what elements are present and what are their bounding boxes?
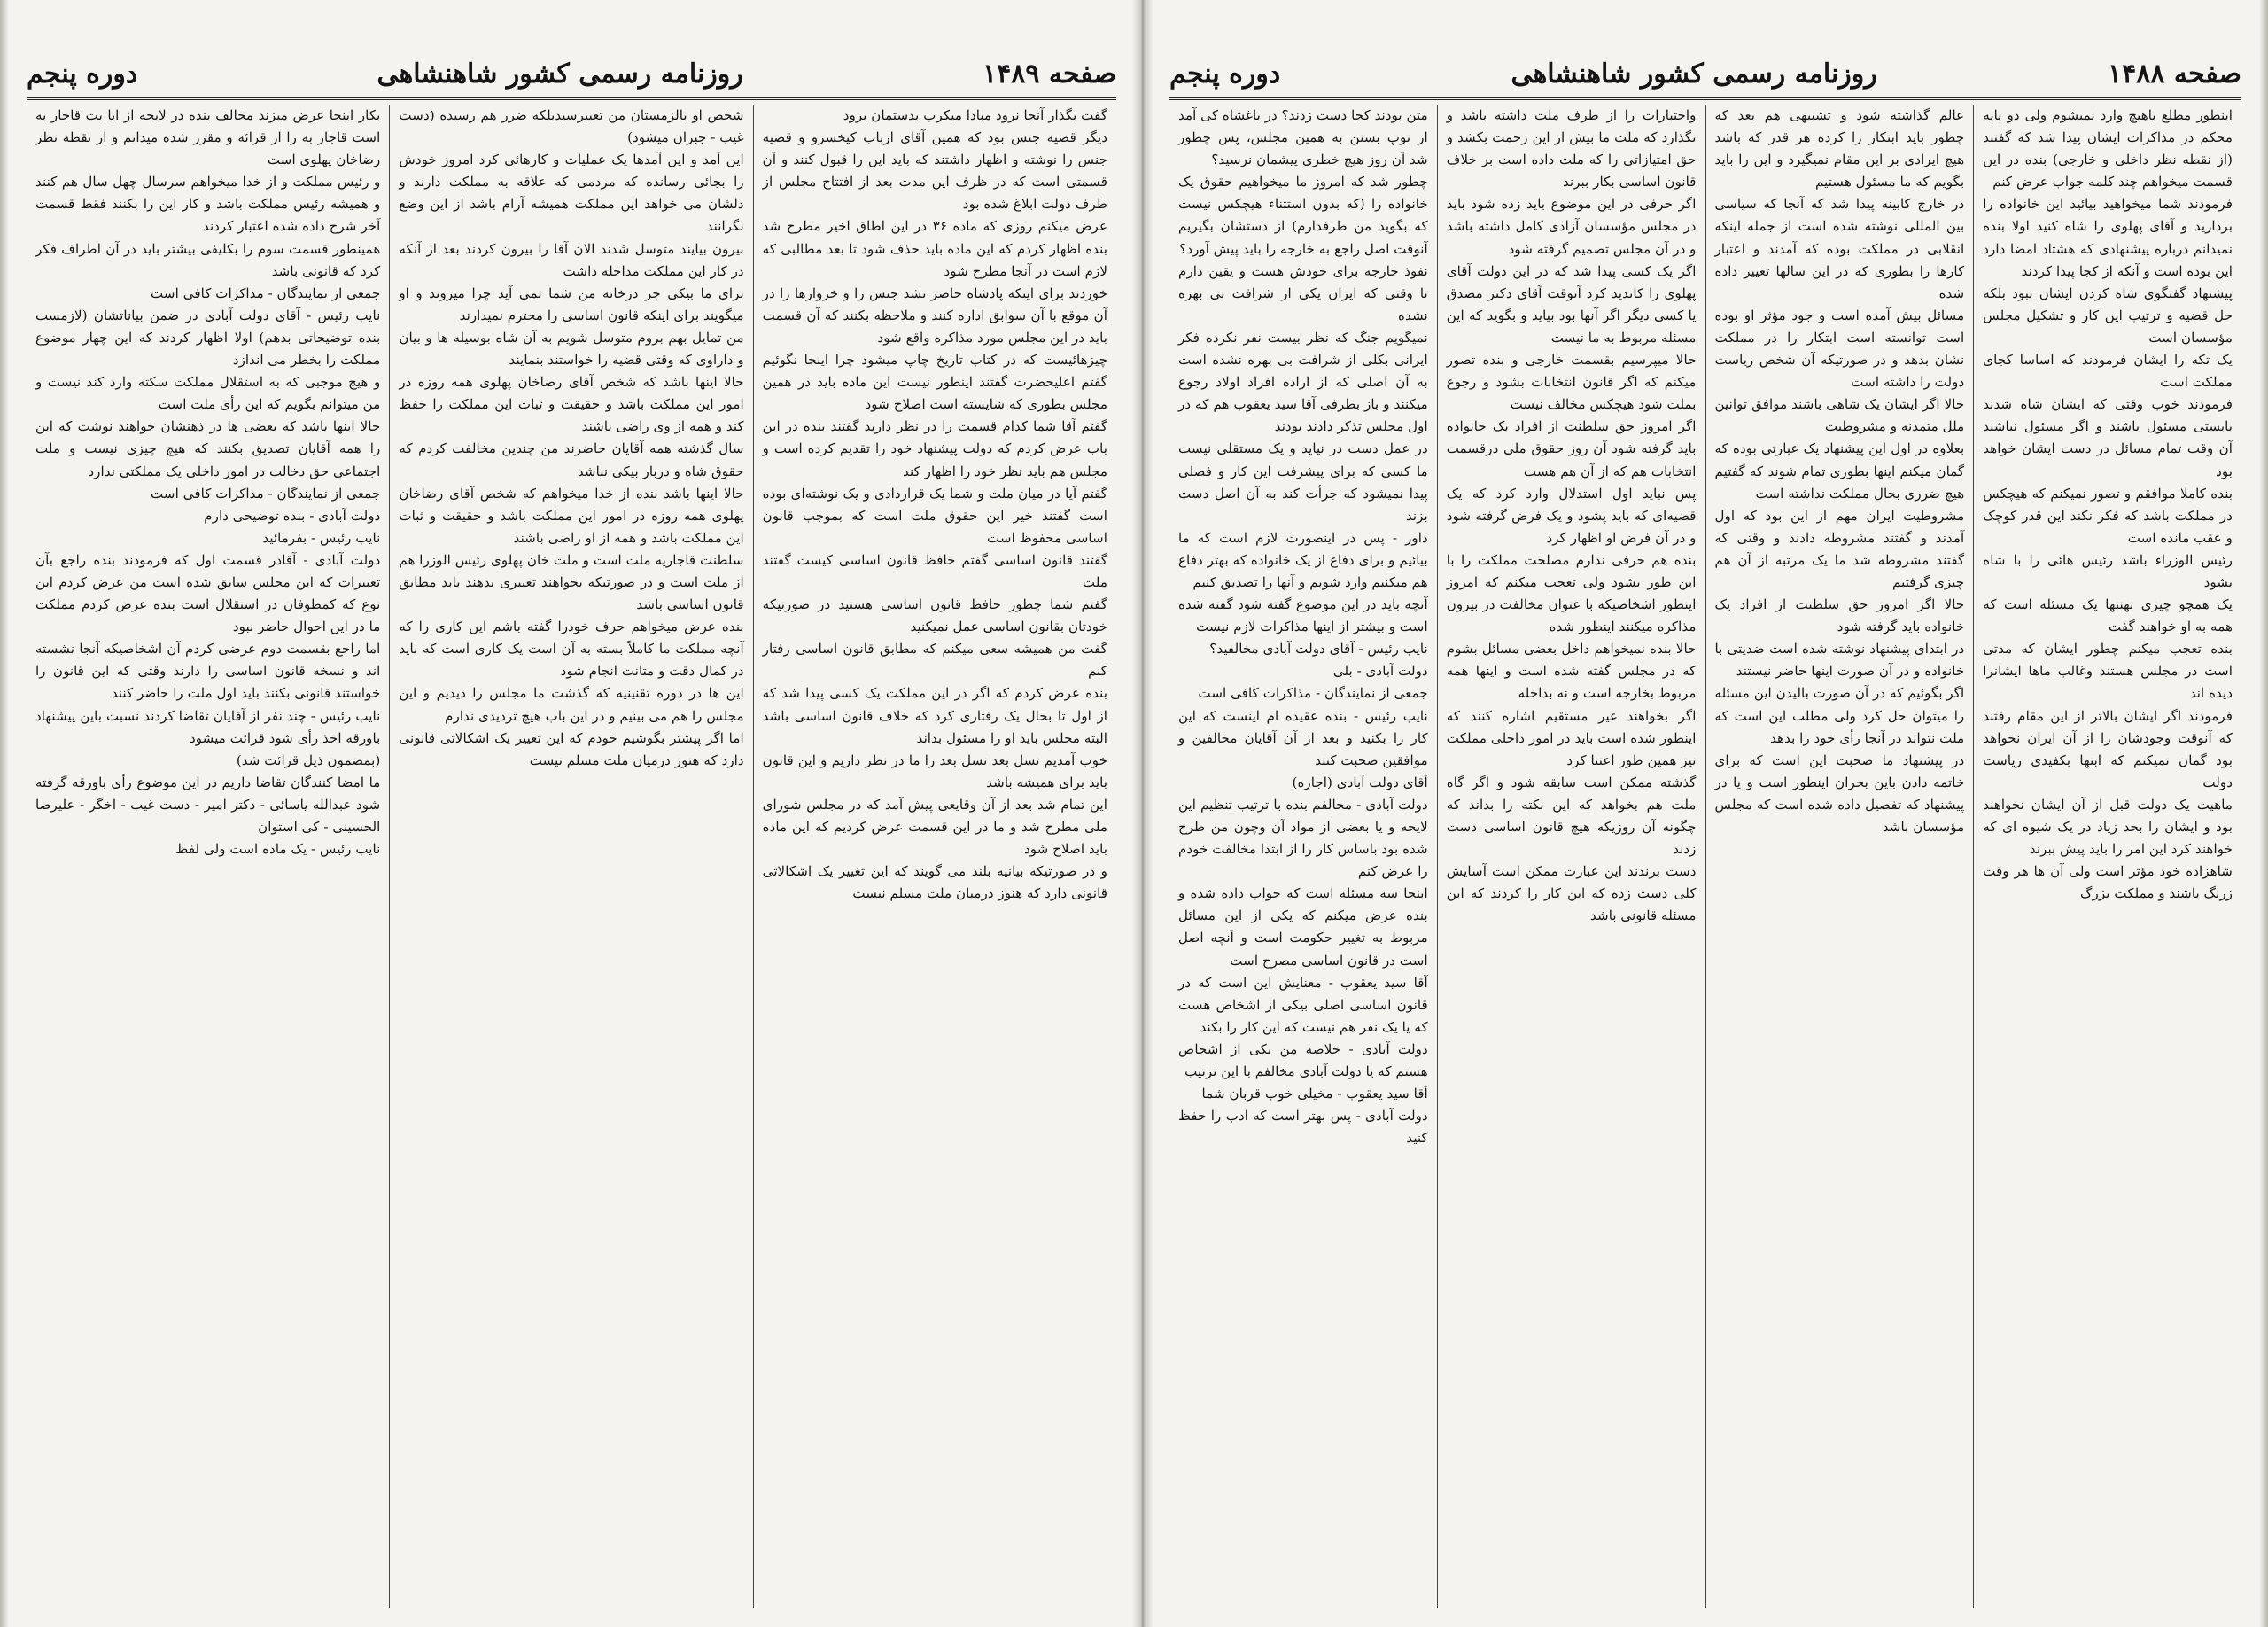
left-page-title: روزنامه رسمی کشور شاهنشاهی xyxy=(377,58,743,90)
right-page-edge xyxy=(2259,0,2268,1627)
left-page-edition: دوره پنجم xyxy=(27,58,138,90)
right-page xyxy=(1143,0,2268,1627)
left-page-columns xyxy=(27,105,1116,1608)
right-column-4: اینطور مطلع باهیچ وارد نمیشوم ولی دو پایه محکم در مذاکرات ایشان پیدا شد که گفتند (از نقطه نظر داخلی و خارجی) بنده در این قسمت میخواهم چند کلمه جواب عرض کنم فرمودند شما میخواهید بیائید این خانواده را بردارید و آقای پهلوی را شاه کنید اولا بنده نمیدانم درباره پیشنهادی که هشتاد امضا دارد این بوده است و آنکه از کجا پیدا کردند پیشنهاد گفتگوی شاه کردن ایشان نبود بلکه حل قضیه و ترتیب این کار و تشکیل مجلس مؤسسان است یک تکه را ایشان فرمودند که اساسا کجای مملکت است فرمودند خوب وقتی که ایشان شاه شدند بایستی مسئول باشند و اگر مسئول نباشند آن وقت تمام مسائل در دست ایشان خواهد بود بنده کاملا موافقم و تصور نمیکنم که هیچکس در مملکت باشد که فکر نکند این قدر کوچک و عقب مانده است رئیس الوزراء باشد رئیس هائی را با شاه بشود یک همچو چیزی نهتنها یک مسئله است که همه به او خواهند گفت بنده تعجب میکنم چطور ایشان که مدتی است در مجلس هستند وغالب ماها ایشانرا دیده اند فرمودند اگر ایشان بالاتر از این مقام رفتند که آنوقت وجودشان را از آن ایران نخواهد بود گمان نمیکنم که ابنها بکفیدی ریاست دولت ماهیت یک دولت قبل از آن ایشان نخواهند بود و ایشان را بحد زیاد در یک شیوه ای که خواهند کرد این امر را باید پیش ببرند شاهزاده خود مؤثر است ولی آن ها هر وقت زرنگ باشند و مملکت بزرگ xyxy=(1973,105,2241,1608)
right-column-3: عالم گذاشته شود و تشبیهی هم بعد که چطور باید ابتکار را کرده هر قدر که باشد هیچ ایرادی بر این مقام نمیگیرد و این را باید بگویم که ما مسئول هستیم در خارج کابینه پیدا شد که آنجا که سیاسی بین المللی نوشته شده است از جمله اینکه انقلابی در مملکت بوده که آمدند و اعتبار کارها را بطوری که در این سالها تغییر داده شده مسائل بیش آمده است و جود مؤثر او بوده است توانسته است ابتکار را در مملکت نشان بدهد و در صورتیکه آن شخص ریاست دولت را داشته است حالا اگر ایشان یک شاهی باشند موافق توانین ملل متمدنه و مشروطیت بعلاوه در اول این پیشنهاد یک عبارتی بوده که گمان میکنم اینها بطوری تمام شوند که گفتیم هیچ ضرری بحال مملکت نداشته است مشروطیت ایران مهم از این بود که اول آمدند و گفتند مشروطه دادند و وقتی که گفتند مشروطه شد ما یک مرتبه از آن هم چیزی گرفتیم حالا اگر امروز حق سلطنت از افراد یک خانواده باید گرفته شود در ابتدای پیشنهاد نوشته شده است ضدیتی با خانواده و در آن صورت اینها حاضر نیستند اگر بگوئیم که در آن صورت بالیدن این مسئله را میتوان حل کرد ولی مطلب این است که ملت نتواند در آنجا رأی خود را بدهد در پیشنهاد ما صحبت این است که برای خاتمه دادن باین بحران اینطور است و یا در پیشنهاد که تفصیل داده شده است که مجلس مؤسسان باشد xyxy=(1705,105,1974,1608)
right-column-1: متن بودند کجا دست زدند؟ در باغشاه کی آمد از توپ بستن به همین مجلس، پس چطور شد آن روز هیچ خطری پیشمان نرسید؟ چطور شد که امروز ما میخواهیم حقوق یک خانواده را (که بدون استثناء هیچکس نیست که بگوید من طرفدارم) از دستشان بگیریم آنوقت اصل راجع به خارجه را باید پیش آورد؟ نفوذ خارجه برای خودش هست و یقین دارم تا وقتی که ایران یکی از شرافت بی بهره نشده نمیگویم جنگ که نظر بیست نفر نکرده فکر ایرانی بکلی از شرافت بی بهره نشده است به آن اصلی که از اراده افراد اولاد رجوع میکنند و باز بطرفی آقا سید یعقوب هم که در اول مجلس تذکر دادند بودند در عمل دست در نیاید و یک مستقلی نیست ما کسی که برای پیشرفت این کار و فصلی پیدا نمیشود که جرأت کند به آن اصل دست بزند داور - پس در اینصورت لازم است که ما بیائیم و برای دفاع از یک خانواده که بهتر دفاع هم میکنیم وارد شویم و آنها را تصدیق کنیم آنچه باید در این موضوع گفته شود گفته شده است و بیشتر از اینها مذاکرات لازم نیست نایب رئیس - آقای دولت آبادی مخالفید؟ دولت آبادی - بلی جمعی از نمایندگان - مذاکرات کافی است نایب رئیس - بنده عقیده ام اینست که این کار را بکنید و بعد از آن آقایان مخالفین و موافقین صحبت کنند آقای دولت آبادی (اجازه) دولت آبادی - مخالفم بنده با ترتیب تنظیم این لایحه و یا بعضی از مواد آن وچون من طرح شده بود باساس کار را از ابتدا مخالفت خودم را عرض کنم اینجا سه مسئله است که جواب داده شده و بنده عرض میکنم که یکی از این مسائل مربوط به تغییر حکومت است و آنچه اصل است در قانون اساسی مصرح است آقا سید یعقوب - معنایش این است که در قانون اساسی اصلی بیکی از اشخاص هست که یا یک نفر هم نیست که این کار را بکند دولت آبادی - خلاصه من یکی از اشخاص هستم که یا دولت آبادی مخالفم با این ترتیب آقا سید یعقوب - مخیلی خوب قربان شما دولت آبادی - پس بهتر است که ادب را حفظ کنید xyxy=(1178,107,1428,1147)
right-page-columns xyxy=(1169,105,2241,1608)
left-column-1: گفت بگذار آنجا نرود مبادا میکرب بدستمان برود دیگر قضیه جنس بود که همین آقای ارباب کیخسرو و قضیه جنس را نوشته و اظهار داشتند که باید این را قبول کنند و آن قسمتی است که در ظرف این مدت بعد از افتتاح مجلس از طرف دولت ابلاغ شده بود عرض میکنم روزی که ماده ۳۶ در این اطاق اخیر مطرح شد بنده اظهار کردم که این ماده باید حذف شود تا بعد مطالبی که لازم است در آنجا مطرح شود خوردند برای اینکه پادشاه حاضر نشد جنس را و خروارها را در آن موقع با آن سوابق اداره کنند و ملاحظه بکنند که آن قسمت باید در این مجلس مورد مذاکره واقع شود چیزهائیست که در کتاب تاریخ چاپ میشود چرا اینجا نگوئیم گفتم اعلیحضرت گفتند اینطور نیست این ماده باید در همین مجلس بطوری که شایسته است اصلاح شود گفتم آقا شما کدام قسمت را در نظر دارید گفتند بنده در این باب عرض کردم که دولت پیشنهاد خود را تقدیم کرده است و مجلس هم باید نظر خود را اظهار کند گفتم آیا در میان ملت و شما یک قراردادی و یک نوشته‌ای بوده است گفتند خیر این حقوق ملت است که بموجب قانون اساسی محفوظ است گفتند قانون اساسی گفتم حافظ قانون اساسی کیست گفتند ملت گفتم شما چطور حافظ قانون اساسی هستید در صورتیکه خودتان بقانون اساسی عمل نمیکنید گفت من همیشه سعی میکنم که مطابق قانون اساسی رفتار کنم بنده عرض کردم که اگر در این مملکت یک کسی پیدا شد که از اول تا بحال یک رفتاری کرد که خلاف قانون اساسی باشد البته مجلس باید او را مسئول بداند خوب آمدیم نسل بعد نسل بعد را ما در نظر داریم و این قانون باید برای همیشه باشد این تمام شد بعد از آن وقایعی پیش آمد که در مجلس شورای ملی مطرح شد و ما در این قسمت عرض کردیم که این ماده باید اصلاح شود و در صورتیکه بیانیه بلند می گویند که این تغییر یک اشکالاتی قانونی دارد که هنوز درمیان ملت مسلم نیست xyxy=(753,105,1116,1608)
left-page-header xyxy=(27,50,1116,100)
right-column-2: واختیارات را از طرف ملت داشته باشد و نگذارد که ملت ما بیش از این زحمت بکشد و حق امتیازاتی را که ملت داده است بر خلاف قانون اساسی بکار ببرند اگر حرفی در این موضوع باید زده شود باید در مجلس مؤسسان آزادی کامل داشته باشد و در آن مجلس تصمیم گرفته شود اگر یک کسی پیدا شد که در این دولت آقای پهلوی را کاندید کرد آنوقت آقای دکتر مصدق یا کسی دیگر اگر آنها بود بیاید و بگوید که این مسئله مربوط به ما نیست حالا میپرسیم بقسمت خارجی و بنده تصور میکنم که اگر قانون انتخابات بشود و رجوع بملت شود هیچکس مخالف نیست اگر امروز حق سلطنت از افراد یک خانواده باید گرفته شود آن روز حقوق ملی درقسمت انتخابات هم که از آن هم هست پس نباید اول استدلال وارد کرد که یک قضیه‌ای که باید پشود و یک فرض گرفته شود و در آن فرض او اظهار کرد بنده هم حرفی ندارم مصلحت مملکت را با این طور بشود ولی تعجب میکنم که امروز اینطور اشخاصیکه با عنوان مخالفت در بیرون مذاکره میکنند اینطور شده حالا بنده نمیخواهم داخل بعضی مسائل بشوم که در مجلس گفته شده است و اینها همه مربوط بخارجه است و نه بداخله اگر بخواهند غیر مستقیم اشاره کنند که اینطور شده است باید در امور داخلی مملکت نیز همین طور اعتنا کرد گذشته ممکن است سابقه شود و اگر گاه ملت هم بخواهد که این نکته را بداند که چگونه آن روزیکه هیچ قانون اساسی دست زدند دست برندند این عبارت ممکن است آسایش کلی دست زده که این کار را کردند که این مسئله قانونی باشد xyxy=(1437,105,1705,1608)
left-column-2: شخص او بالزمستان من تغییرسیدبلکه ضرر هم رسیده (دست غیب - جبران میشود) این آمد و این آمدها یک عملیات و کارهائی کرد امروز خودش را بجائی رسانده که مردمی که علاقه به مملکت دارند و دلشان می خواهد این مملکت همیشه آرام باشد از این وضع نگرانند بیرون بیایند متوسل شدند الان آقا را بیرون کردند بعد از آنکه در کار این مملکت مداخله داشت برای ما بیکی جز درخانه من شما نمی آید چرا میروند و او میگویند برای اینکه قانون اساسی را محترم نمیدارند من تمایل بهم بروم متوسل شویم به آن شاه بوسیله ها و بیان و داراوی که وقتی قضیه را خواستند بنمایند حالا اینها باشد که شخص آقای رضاخان پهلوی همه روزه در امور این مملکت باشد و حقیقت و ثبات این مملکت را حفظ کند و همه از وی راضی باشند سال گذشته همه آقایان حاضرند من چندین مخالفت کردم که حقوق شاه و دربار بیکی نباشد حالا اینها باشد بنده از خدا میخواهم که شخص آقای رضاخان پهلوی همه روزه در امور این مملکت باشد و حقیقت و ثبات این مملکت باشد و همه از او راضی باشند سلطنت قاجاریه ملت است و ملت خان پهلوی رئیس الوزرا هم از ملت است و در صورتیکه بخواهند تغییری بدهند باید مطابق قانون اساسی باشد بنده عرض میخواهم حرف خودرا گفته باشم این کاری را که آنچه مملکت ما کاملاً بسته به آن است یک کاری است که باید در کمال دقت و متانت انجام شود این ها در دوره تقنینیه که گذشت ما مجلس را دیدیم و این مجلس را هم می بینیم و در این باب هیچ تردیدی ندارم اما اگر پیشتر بگوشیم خودم که این تغییر یک اشکالاتی قانونی دارد که هنوز درمیان ملت مسلم نیست xyxy=(389,105,752,1608)
right-page-number: صفحه ۱۴۸۸ xyxy=(2108,58,2241,90)
left-page-edge xyxy=(0,0,9,1627)
left-column-3: بکار اینجا عرض میزند مخالف بنده در لایحه از ایا بت قاجار یه است قاجار به را از قرائه و مقرر شده میدانم و از نقطه نظر رضاخان پهلوی است و رئیس مملکت و از خدا میخواهم سرسال چهل سال هم کنند و همیشه رئیس مملکت باشد و کار این را بکنند فقط قسمت آخر شرح داده شده اعتبار کردند همینطور قسمت سوم را بکلیفی بیشتر باید در آن اطراف فکر کرد که قانونی باشد جمعی از نمایندگان - مذاکرات کافی است نایب رئیس - آقای دولت آبادی در ضمن بیاناتشان (لازمست بنده توضیحاتی بدهم) اولا اظهار کردند که این چهار موضوع مملکت را بخطر می اندازد و هیچ موجبی که به استقلال مملکت سکته وارد کند نیست و من میتوانم بگویم که این رأی ملت است حالا اینها باشد که بعضی ها در ذهنشان خواهند نوشت که این را همه آقایان تصدیق بکنند که هیچ چیزی نیست و ملت اجتماعی حق دخالت در امور داخلی یک مملکتی ندارد جمعی از نمایندگان - مذاکرات کافی است دولت آبادی - بنده توضیحی دارم نایب رئیس - بفرمائید دولت آبادی - آقادر قسمت اول که فرمودند بنده راجع بآن تغییرات که این مجلس سابق شده است من عرض کردم این نوع که کمطوفان در استقلال است بنده عرض کردم مملکت ما در این احوال حاضر نبود اما راجع بقسمت دوم عرضی کردم آن اشخاصیکه آنجا نشسته اند و نسخه قانون اساسی را دارند وقتی که این قانون را خواستند قانونی بکنند باید اول ملت را حاضر کنند نایب رئیس - چند نفر از آقایان تقاضا کردند نسبت باین پیشنهاد باورقه اخذ رأی شود قرائت میشود (بمضمون ذیل قرائت شد) ما امضا کنندگان تقاضا داریم در این موضوع رأی باورقه گرفته شود عبدالله یاسائی - دکتر امیر - دست غیب - اخگر - علیرضا الحسینی - کی استوان نایب رئیس - یک ماده است ولی لفظ xyxy=(35,107,381,858)
right-page-header xyxy=(1169,50,2241,100)
right-page-title: روزنامه رسمی کشور شاهنشاهی xyxy=(1511,58,1877,90)
page-gutter xyxy=(1132,0,1153,1627)
right-page-edition: دوره پنجم xyxy=(1169,58,1281,90)
left-page-number: صفحه ۱۴۸۹ xyxy=(983,58,1116,90)
